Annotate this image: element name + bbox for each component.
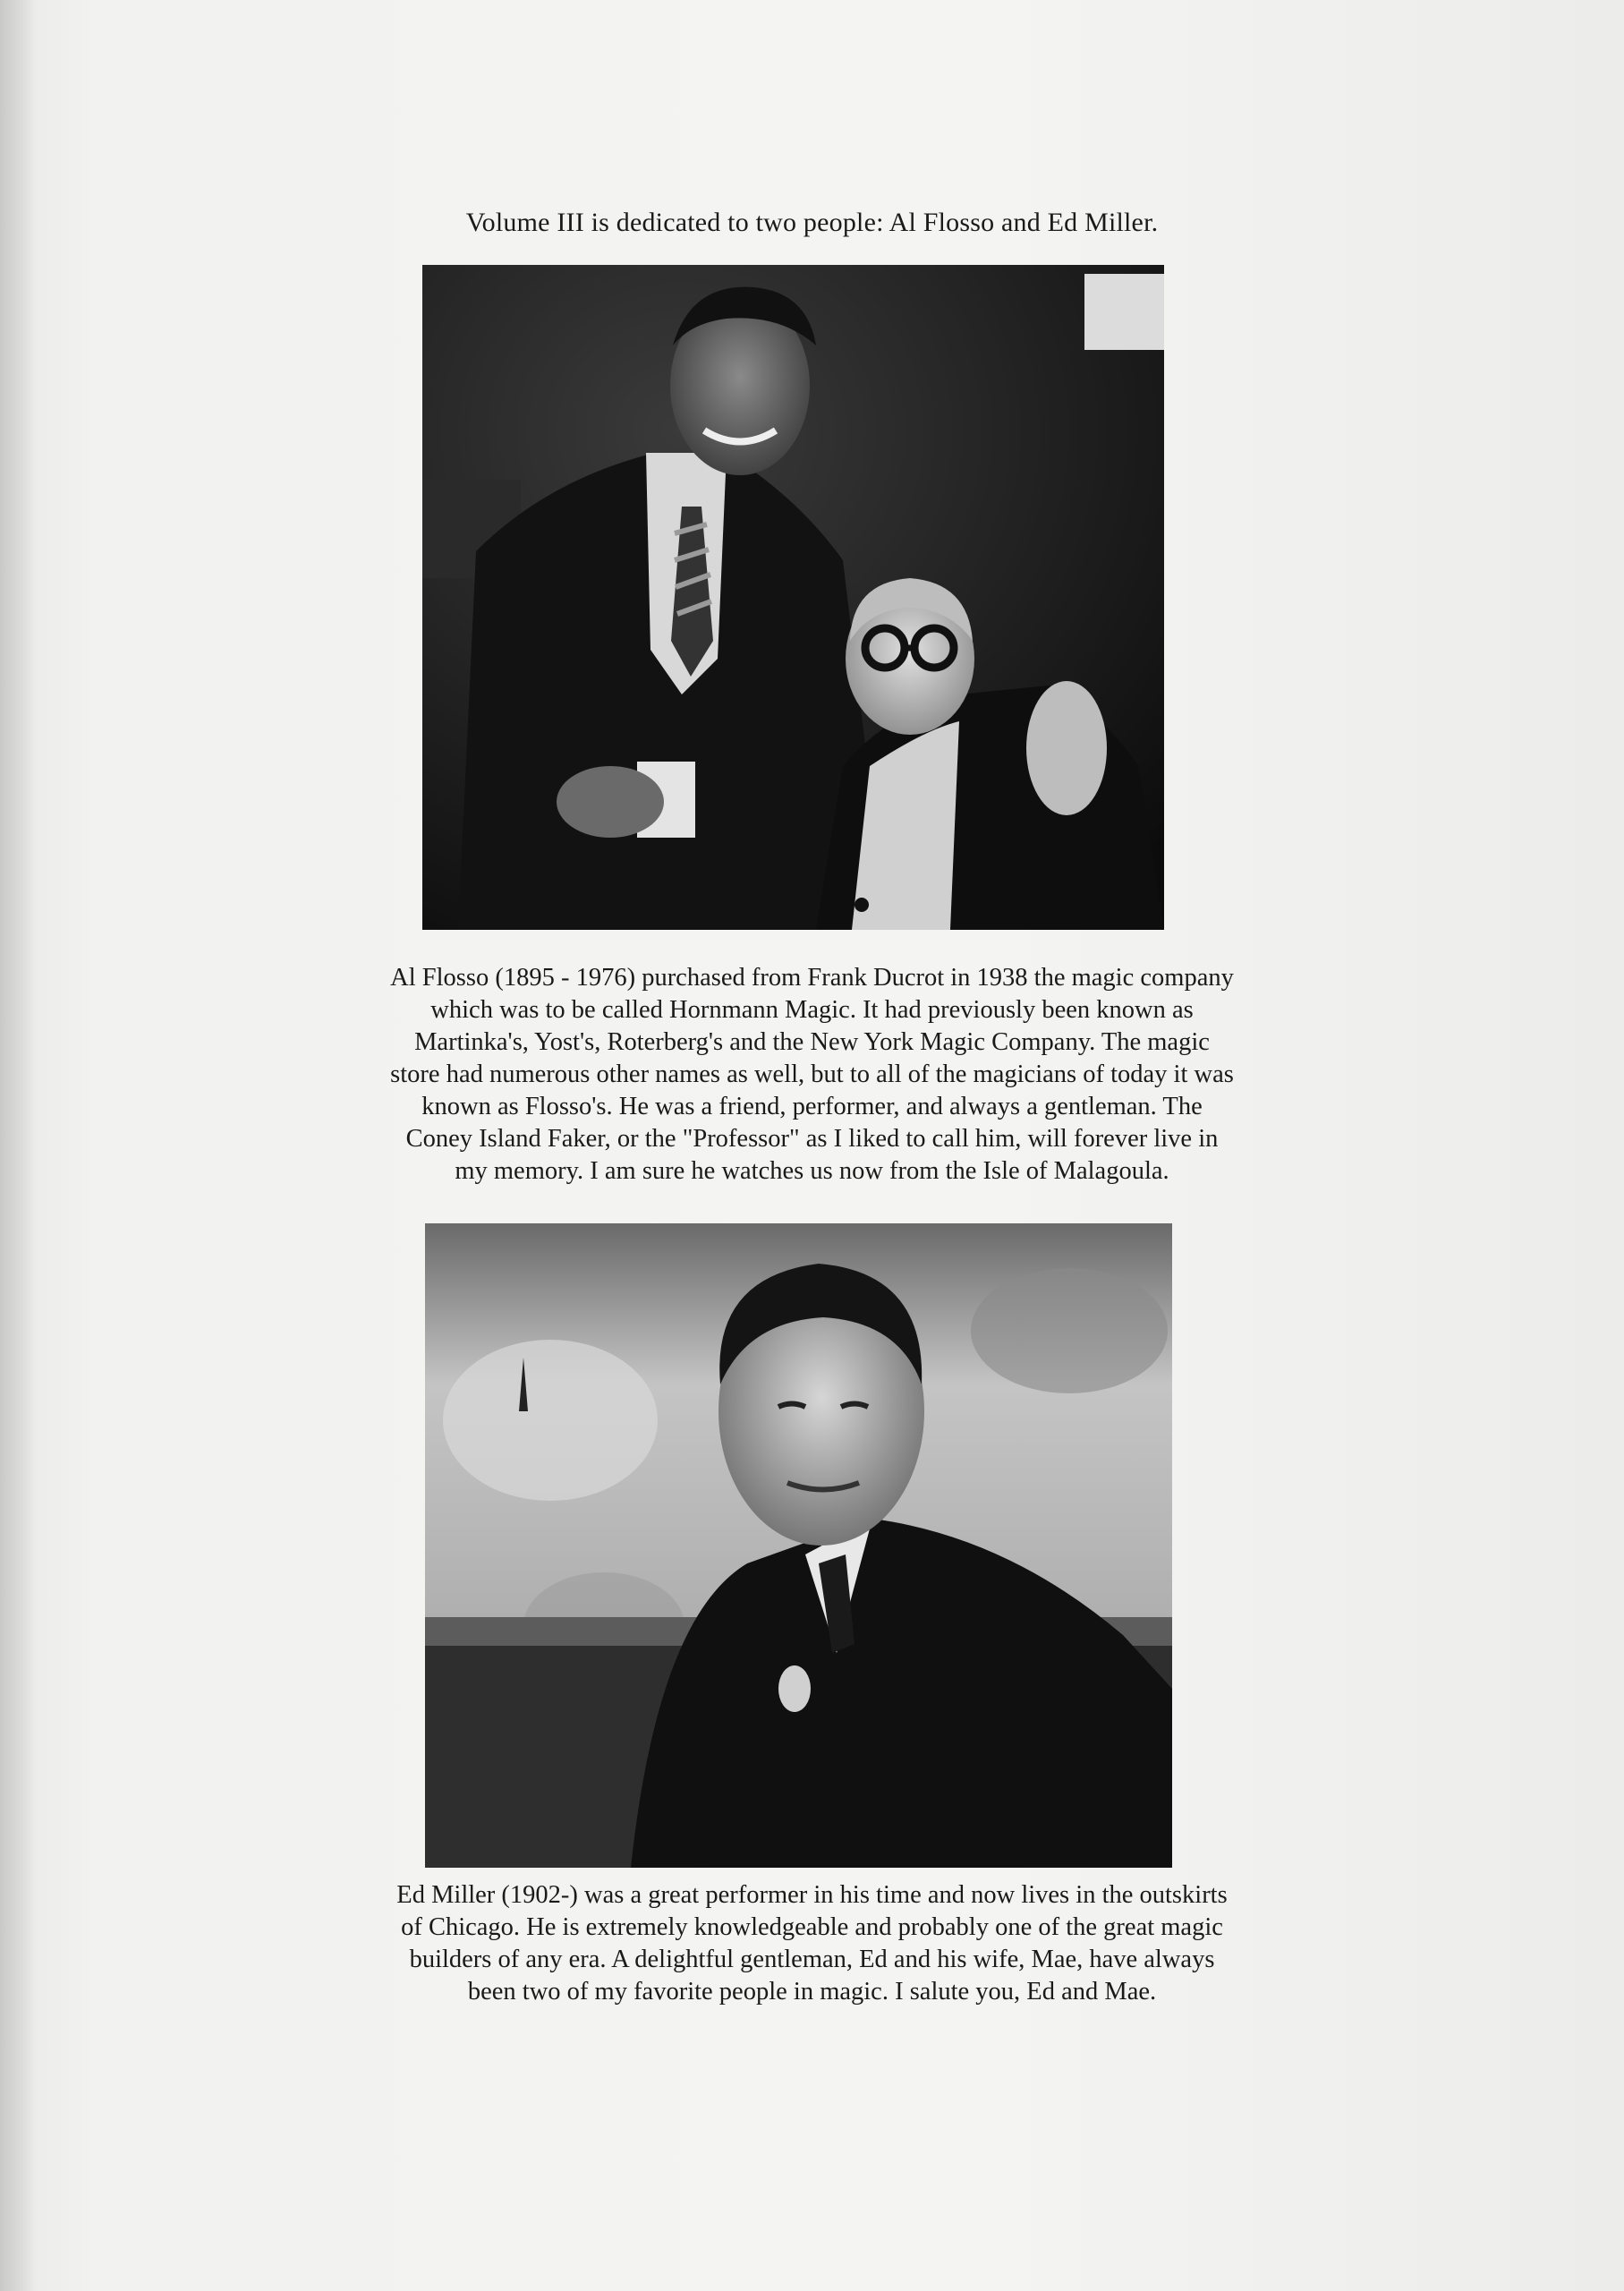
ed-miller-photo <box>425 1223 1172 1868</box>
caption-line: been two of my favorite people in magic. I salute you, Ed and Mae. <box>467 1978 1157 2006</box>
caption-line: of Chicago. He is extremely knowledgeable and probably one of the great magic <box>401 1913 1223 1941</box>
portrait-photo-icon <box>422 265 1164 930</box>
caption-line: Coney Island Faker, or the "Professor" as I liked to call him, will forever live in <box>405 1125 1219 1153</box>
al-flosso-caption <box>0 962 1624 1188</box>
caption-line: known as Flosso's. He was a friend, performer, and always a gentleman. The <box>421 1093 1203 1120</box>
caption-line: Ed Miller (1902-) was a great performer in his time and now lives in the outskirts <box>396 1881 1228 1909</box>
caption-line: Martinka's, Yost's, Roterberg's and the New York Magic Company. The magic <box>414 1028 1210 1056</box>
ed-miller-caption <box>0 1879 1624 2008</box>
dedication-line: Volume III is dedicated to two people: Al Flosso and Ed Miller. <box>465 208 1159 237</box>
caption-line: store had numerous other names as well, but to all of the magicians of today it was <box>390 1060 1234 1088</box>
portrait-photo-icon <box>425 1223 1172 1868</box>
caption-line: builders of any era. A delightful gentleman, Ed and his wife, Mae, have always <box>409 1946 1215 1973</box>
caption-line: which was to be called Hornmann Magic. It had previously been known as <box>430 996 1194 1024</box>
caption-line: my memory. I am sure he watches us now from the Isle of Malagoula. <box>455 1157 1169 1185</box>
al-flosso-photo <box>422 265 1164 930</box>
caption-line: Al Flosso (1895 - 1976) purchased from Frank Ducrot in 1938 the magic company <box>390 964 1234 992</box>
